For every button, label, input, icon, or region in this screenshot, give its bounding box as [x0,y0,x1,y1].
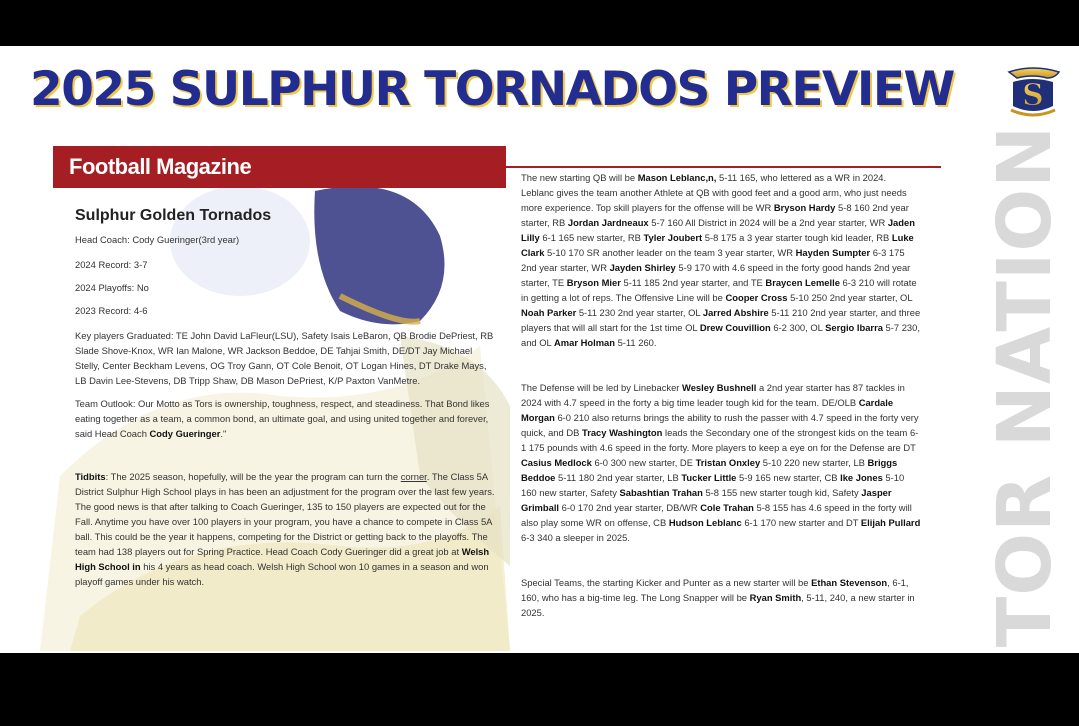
top-black-bar [0,0,1079,46]
paragraph-text: 5-11 260. [614,337,657,348]
paragraph-text: 6-3 340 a sleeper in 2025. [521,532,630,543]
paragraph-text: 6-0 210 also returns brings the ability to rush the passer with 4.7 speed in the forty very quick, and DB [521,412,919,438]
key-players-graduated: Key players Graduated: TE John David LaFleur(LSU), Safety Isais LeBaron, QB Brodie DePriest, RB Slade Shove-Knox, WR Ian Malone, WR Jackson Beddoe, DE Tahjai Smith, DE/DT Jay Michael Stelly, Center Beckham Levens, OG Troy Gann, OT Cole Benoit, OT Logan Hines, DT Drake Mays, LB Davin Lee-Stevens, DB Tripp Shaw, DB Mason DePriest, K/P Paxton VanMetre. [75,330,494,386]
player-name: Jayden Shirley [609,262,676,273]
paragraph-text: 5-11 230 2nd year starter, OL [576,307,703,318]
player-name: Sergio Ibarra [825,322,883,333]
paragraph-text: Special Teams, the starting Kicker and Punter as a new starter will be [521,577,812,588]
paragraph-text: 5-11 165, who lettered as a WR in 2024. Leblanc gives the team another Athlete at QB with good feet and a good arm, who just needs more experience. Top skill players for the offense will be WR [521,172,907,213]
paragraph-text: 5-8 175 a 3 year starter tough kid leader, RB [702,232,892,243]
paragraph-text: 6-0 300 new starter, DE [591,457,696,468]
divider-line [506,166,941,168]
team-outlook: Team Outlook: Our Motto as Tors is ownership, toughness, respect, and steadiness. That Bond likes eating together as a team, a common bond, an ultimate goal, and using united together and forever, said Head Coach Cody Gueringer." [75,398,490,439]
player-name: Cole Trahan [700,502,754,513]
player-name: Hudson Leblanc [668,517,742,528]
svg-text:S: S [1022,78,1044,113]
paragraph-text: 5-10 220 new starter, LB [760,457,868,468]
player-name: Tracy Washington [581,427,663,438]
watermark-text: TOR NATION [982,124,1068,648]
player-name: Hayden Sumpter [795,247,871,258]
player-name: Sabashtian Trahan [619,487,703,498]
paragraph-text: The new starting QB will be [521,172,638,183]
paragraph-text: 6-1 165 new starter, RB [539,232,644,243]
paragraph-text: 6-1 170 new starter and DT [741,517,861,528]
playoffs-2024: 2024 Playoffs: No [75,282,149,293]
player-name: Mason Leblanc,n, [637,172,717,183]
player-name: Cooper Cross [725,292,788,303]
player-name: Braycen Lemelle [765,277,840,288]
player-name: Bryson Mier [566,277,621,288]
paragraph-text: 6-3 175 2nd year starter, WR [521,247,905,273]
paragraph-text: 6-0 170 2nd year starter, DB/WR [559,502,701,513]
player-name: Drew Couvillion [699,322,771,333]
team-summary-column [75,206,495,589]
paragraph-text: 5-10 250 2nd year starter, OL [787,292,913,303]
paragraph-text: The Defense will be led by Linebacker [521,382,683,393]
player-name: Amar Holman [554,337,615,348]
offense-paragraph [521,170,921,350]
record-2024: 2024 Record: 3-7 [75,259,148,270]
paragraph-text: 5-8 160 2nd year starter, RB [521,202,909,228]
paragraph-text: 6-3 210 will rotate in getting a lot of reps. The Offensive Line will be [521,277,917,303]
player-name: Ike Jones [840,472,883,483]
player-name: Ethan Stevenson [811,577,888,588]
record-2023: 2023 Record: 4-6 [75,305,148,316]
player-name: Briggs Beddoe [521,457,898,483]
paragraph-text: 5-10 160 new starter, Safety [521,472,905,498]
player-name: Jarred Abshire [702,307,769,318]
player-name: Jaden Lilly [521,217,915,243]
player-name: Tristan Onxley [695,457,761,468]
player-name: Jasper Grimball [521,487,892,513]
sulphur-logo-icon [1003,66,1063,118]
roster-column [521,170,921,620]
player-name: Luke Clark [521,232,914,258]
player-name: Noah Parker [521,307,577,318]
head-coach: Head Coach: Cody Gueringer(3rd year) [75,234,240,245]
bottom-black-bar [0,653,1079,726]
magazine-name: Football Magazine [69,154,252,179]
player-name: Jordan Jardneaux [567,217,649,228]
paragraph-text: 5-8 155 has 4.6 speed in the forty will also play some WR on offense, CB [521,502,912,528]
paragraph-text: 5-11 210 2nd year starter, and three players that will all start for the 1st time OL [521,307,921,333]
paragraph-text: a 2nd year starter has 87 tackles in 2024 with 4.7 speed in the forty a big time leader tough kid for the team. DE/OLB [521,382,905,408]
paragraph-text: , 5-11, 240, a new starter in 2025. [521,592,915,618]
paragraph-text: 5-11 180 2nd year starter, LB [555,472,682,483]
paragraph-text: 5-9 165 new starter, CB [736,472,841,483]
paragraph-text: 5-7 160 All District in 2024 will be a 2nd year starter, WR [648,217,888,228]
player-name: Tyler Joubert [643,232,703,243]
defense-paragraph [521,380,921,545]
special-teams-paragraph [521,575,921,620]
player-name: Cardale Morgan [521,397,894,423]
tor-nation-watermark [982,124,1068,648]
paragraph-text: 5-9 170 with 4.6 speed in the forty good hands 2nd year starter, TE [521,262,911,288]
player-name: Elijah Pullard [860,517,921,528]
player-name: Wesley Bushnell [682,382,757,393]
page-title: 2025 SULPHUR TORNADOS PREVIEW [30,62,954,117]
paragraph-text: 6-2 300, OL [770,322,826,333]
magazine-banner [53,146,506,188]
player-name: Bryson Hardy [773,202,836,213]
preview-page [0,46,1079,653]
paragraph-text: 5-7 230, and OL [521,322,920,348]
team-name: Sulphur Golden Tornados [75,207,272,224]
paragraph-text: leads the Secondary one of the strongest kids on the team 6-1 175 pounds with 4.6 speed in the forty. More players to keep a eye on for the Defense are DT [521,427,919,453]
player-name: Ryan Smith [749,592,802,603]
player-name: Tucker Little [681,472,737,483]
paragraph-text: 5-8 155 new starter tough kid, Safety [702,487,862,498]
tidbits: Tidbits: The 2025 season, hopefully, will be the year the program can turn the corner. The Class 5A District Sulphur High School plays in has been an adjustment for the program over the last few years. The good news is that after talking to Coach Gueringer, 135 to 150 players are expected out for the Fall. Anytime you have over 100 players in your program, you have a chance to compete in Class 5A ball. This could be the year it happens, competing for the District or getting back to the playoffs. The team had 138 players out for Spring Practice. Head Coach Cody Gueringer did a great job at Welsh High School in his 4 years as head coach. Welsh High School won 10 games in a season and won playoff games under his watch. [75,471,495,587]
paragraph-text: 5-10 170 SR another leader on the team 3 year starter, WR [544,247,796,258]
paragraph-text: , 6-1, 160, who has a big-time leg. The Long Snapper will be [521,577,909,603]
paragraph-text: 5-11 185 2nd year starter, and TE [620,277,766,288]
player-name: Casius Medlock [521,457,592,468]
